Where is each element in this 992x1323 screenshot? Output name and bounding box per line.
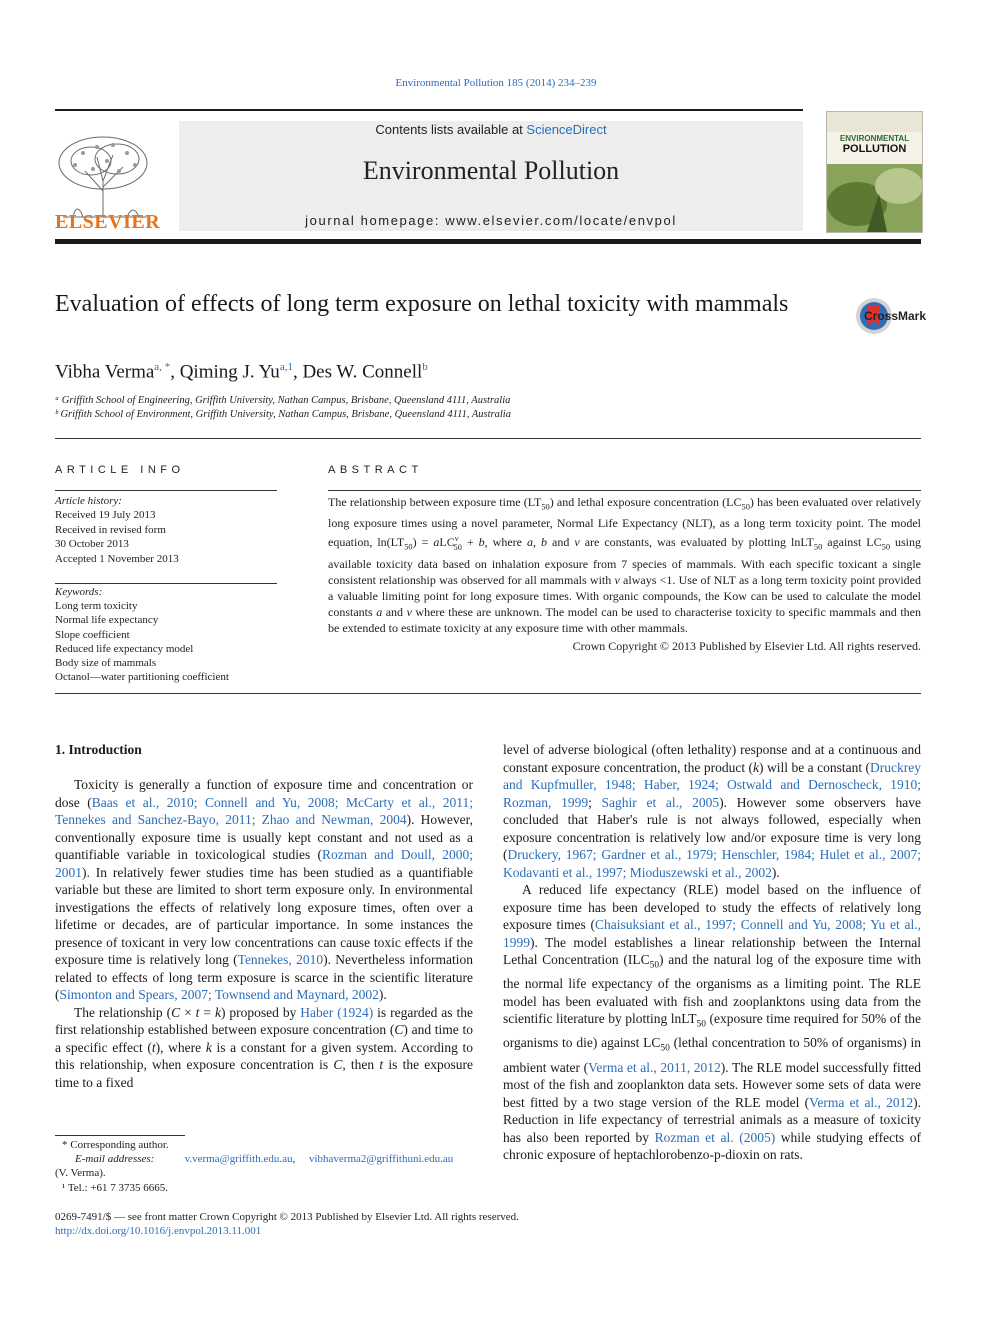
citation-link[interactable]: Baas et al., 2010; Connell and Yu, 2008; McCarty et al., 2011; Tennekes and Sanchez-Bayo, 2011; Zhao and Newman, 2004 (55, 794, 473, 827)
paragraph: The relationship (C × t = k) proposed by Haber (1924) is regarded as the first relationship established between exposure concentration (C) and time to a specific effect (t), where k is a constant for a given system. According to this relationship, when exposure concentration is C, then t is the exposure time to a fixed (55, 1004, 474, 1090)
history-item: Received 19 July 2013 (55, 509, 156, 521)
citation-link[interactable]: Verma et al., 2012 (809, 1094, 914, 1110)
section-heading: 1. Introduction (55, 742, 142, 757)
cover-photo (827, 164, 922, 232)
email-link[interactable]: v.verma@griffith.edu.au (184, 1153, 293, 1165)
cover-title-top: ENVIRONMENTAL (839, 134, 910, 143)
author-affiliation-marker[interactable]: a,1 (279, 361, 293, 373)
citation-link[interactable]: Druckery, 1967; Gardner et al., 1979; Henschler, 1984; Hulet et al., 2007; Kodavanti et al., 1997; Mioduszewski et al., 2002 (503, 847, 921, 880)
citation-link[interactable]: Rozman and Doull, 2000; 2001 (55, 847, 473, 880)
email-link[interactable]: vibhaverma2@griffithuni.edu.au (308, 1153, 454, 1165)
body-column-left (55, 776, 473, 1091)
keyword: Slope coefficient (55, 629, 130, 641)
abstract-heading: ABSTRACT (328, 464, 423, 476)
citation-link[interactable]: Simonton and Spears, 2007; Townsend and Maynard, 2002 (59, 987, 379, 1002)
footnote-rule (55, 1135, 185, 1136)
citation-link[interactable]: Tennekes, 2010 (237, 952, 324, 967)
footnote-telephone: ¹ Tel.: +61 7 3735 6665. (62, 1182, 168, 1194)
header-rule (55, 109, 803, 111)
journal-reference[interactable]: Environmental Pollution 185 (2014) 234–239 (395, 77, 597, 89)
citation-link[interactable]: Saghir et al., 2005 (601, 794, 720, 810)
history-item: Received in revised form (55, 524, 166, 536)
journal-name: Environmental Pollution (362, 156, 620, 185)
footnote-email-owner: (V. Verma). (55, 1167, 106, 1179)
citation-link[interactable]: Verma et al., 2011, 2012 (588, 1059, 721, 1075)
body-column-right (503, 741, 921, 1164)
crossmark-label[interactable]: CrossMark (864, 309, 927, 323)
affiliation: ᵃ Griffith School of Engineering, Griffith University, Nathan Campus, Brisbane, Queensland 4111, Australia (55, 395, 511, 406)
divider (55, 490, 277, 491)
article-title: Evaluation of effects of long term exposure on lethal toxicity with mammals (55, 291, 789, 317)
citation-link[interactable]: Rozman et al. (2005) (654, 1129, 776, 1145)
abstract-body: The relationship between exposure time $(LT_{50})$ and lethal exposure concentration $(LC_{50})$ has been evaluated over relatively long exposure times using a novel parameter, Normal Life Expectancy (NLT), as a long term toxicity point. The model equation, $\ln(LT_{50}) = aLC^\nu_{50} + b$, where a, b and ν are constants, was evaluated by plotting lnLT$_{50}$ against $LC_{50}$ using available toxicity data based on inhalation exposure from 7 species of mammals. With each specific toxicant a single consistent relationship was observed for all mammals with ν always <1. Use of NLT as a long term toxicity point provided a valuable limiting point for long exposure times. With organic compounds, the Kow can be used to calculate the model constants a and ν where these are unknown. The model can be used to characterise toxicity to specific mammals and then be extended to estimate toxicity at any exposure time with other mammals. (328, 495, 922, 635)
history-label: Article history: (55, 495, 122, 507)
journal-cover-image[interactable] (826, 111, 923, 233)
author-name[interactable]: Qiming J. Yu (179, 361, 280, 383)
contents-prefix: Contents lists available at (375, 122, 527, 137)
affiliation: ᵇ Griffith School of Environment, Griffith University, Nathan Campus, Brisbane, Queensland 4111, Australia (55, 409, 511, 420)
article-info-heading: ARTICLE INFO (55, 464, 185, 476)
journal-homepage[interactable]: journal homepage: www.elsevier.com/locate/envpol (305, 213, 677, 228)
doi-link[interactable]: http://dx.doi.org/10.1016/j.envpol.2013.11.001 (55, 1225, 262, 1237)
citation-link[interactable]: Haber (1924) (300, 1004, 374, 1020)
footnote-email: E-mail addresses: v.verma@griffith.edu.au, vibhaverma2@griffithuni.edu.au (75, 1153, 454, 1165)
keyword: Normal life expectancy (55, 614, 159, 626)
footnote-corresponding: * Corresponding author. (62, 1139, 169, 1151)
citation-link[interactable]: Chaisuksiant et al., 1997; Connell and Yu, 2008; Yu et al., 1999 (503, 917, 921, 950)
divider (55, 583, 277, 584)
author-affiliation-marker[interactable]: a, * (154, 361, 171, 373)
sciencedirect-link[interactable]: ScienceDirect (526, 122, 607, 137)
divider (55, 693, 921, 694)
history-item: 30 October 2013 (55, 538, 129, 550)
publisher-logo-text: ELSEVIER (55, 211, 161, 233)
citation-link[interactable]: Druckrey and Kupfmuller, 1948; Haber, 1924; Ostwald and Dernoscheck, 1910; Rozman, 1999 (503, 759, 921, 810)
paragraph: level of adverse biological (often lethality) response and at a continuous and constant exposure concentration, the product (k) will be a constant (Druckrey and Kupfmuller, 1948; Haber, 1924; Ostwald and Dernoscheck, 1910; Rozman, 1999; Saghir et al., 2005). However some observers have concluded that Haber's rule is not always followed, especially when exposure concentration is relatively low and/or exposure time is very long (Druckery, 1967; Gardner et al., 1979; Henschler, 1984; Hulet et al., 2007; Kodavanti et al., 1997; Mioduszewski et al., 2002). (503, 742, 921, 880)
keyword: Body size of mammals (55, 657, 157, 669)
abstract-copyright: Crown Copyright © 2013 Published by Elsevier Ltd. All rights reserved. (572, 639, 921, 653)
keywords-label: Keywords: (55, 586, 103, 598)
author-name[interactable]: Des W. Connell (302, 361, 423, 383)
paragraph: A reduced life expectancy (RLE) model based on the influence of exposure time has been developed to study the effects of relatively long exposure times (Chaisuksiant et al., 1997; Connell and Yu, 2008; Yu et al., 1999). The model establishes a linear relationship between the Internal Lethal Concentration $(ILC_{50})$ and the natural log of the exposure time with the normal life expectancy of the organisms as a limiting point. The RLE model has been evaluated with fish and zooplanktons using data from the scientific literature by plotting lnLT$_{50}$ (exposure time required for 50% of the organisms to die) against $LC_{50}$ (lethal concentration to 50% of organisms) in ambient water (Verma et al., 2011, 2012). The RLE model successfully fitted most of the fish and zooplankton data sets. However some sets of data were best fitted by a two stage version of the RLE model (Verma et al., 2012). Reduction in life expectancy of terrestrial animals as a measure of toxicity has also been reported by Rozman et al. (2005) while studying effects of chronic exposure of heptachlorobenzo-p-dioxin on rats. (503, 882, 922, 1163)
email-label: E-mail addresses: (75, 1153, 155, 1165)
header-thick-rule (55, 239, 921, 244)
contents-line (179, 122, 803, 137)
paragraph: Toxicity is generally a function of exposure time and concentration or dose (Baas et al., 2010; Connell and Yu, 2008; McCarty et al., 2011; Tennekes and Sanchez-Bayo, 2011; Zhao and Newman, 2004). However, conventionally exposure time is usually kept constant and not used as a quantifiable variable in toxicological studies (Rozman and Doull, 2000; 2001). In relatively fewer studies time has been studied as a quantifiable variable but these are limited to short term exposure only. In environmental investigations the effects of relatively long exposure times, often over a lifetime or decades, are of particular importance. In some instances the presence of toxicant in very low concentrations can cause toxic effects if the exposure time is relatively long (Tennekes, 2010). Nevertheless information related to effects of long term exposure is scarce in the scientific literature (Simonton and Spears, 2007; Townsend and Maynard, 2002). (55, 777, 473, 1002)
keyword: Octanol—water partitioning coefficient (55, 671, 229, 683)
author-list: Vibha Verma$^{a, *}$, Qiming J. Yu$^{a,1}$, Des W. Connell$^b$ (55, 361, 428, 383)
cover-title-bottom: POLLUTION (842, 143, 907, 155)
author-affiliation-marker[interactable]: b (422, 361, 428, 373)
divider (55, 438, 921, 439)
author-name[interactable]: Vibha Verma (55, 361, 155, 383)
front-matter: 0269-7491/$ — see front matter Crown Copyright © 2013 Published by Elsevier Ltd. All rights reserved. (55, 1211, 519, 1223)
divider (328, 490, 921, 491)
history-item: Accepted 1 November 2013 (55, 553, 179, 565)
keyword: Long term toxicity (55, 600, 138, 612)
keyword: Reduced life expectancy model (55, 643, 194, 655)
